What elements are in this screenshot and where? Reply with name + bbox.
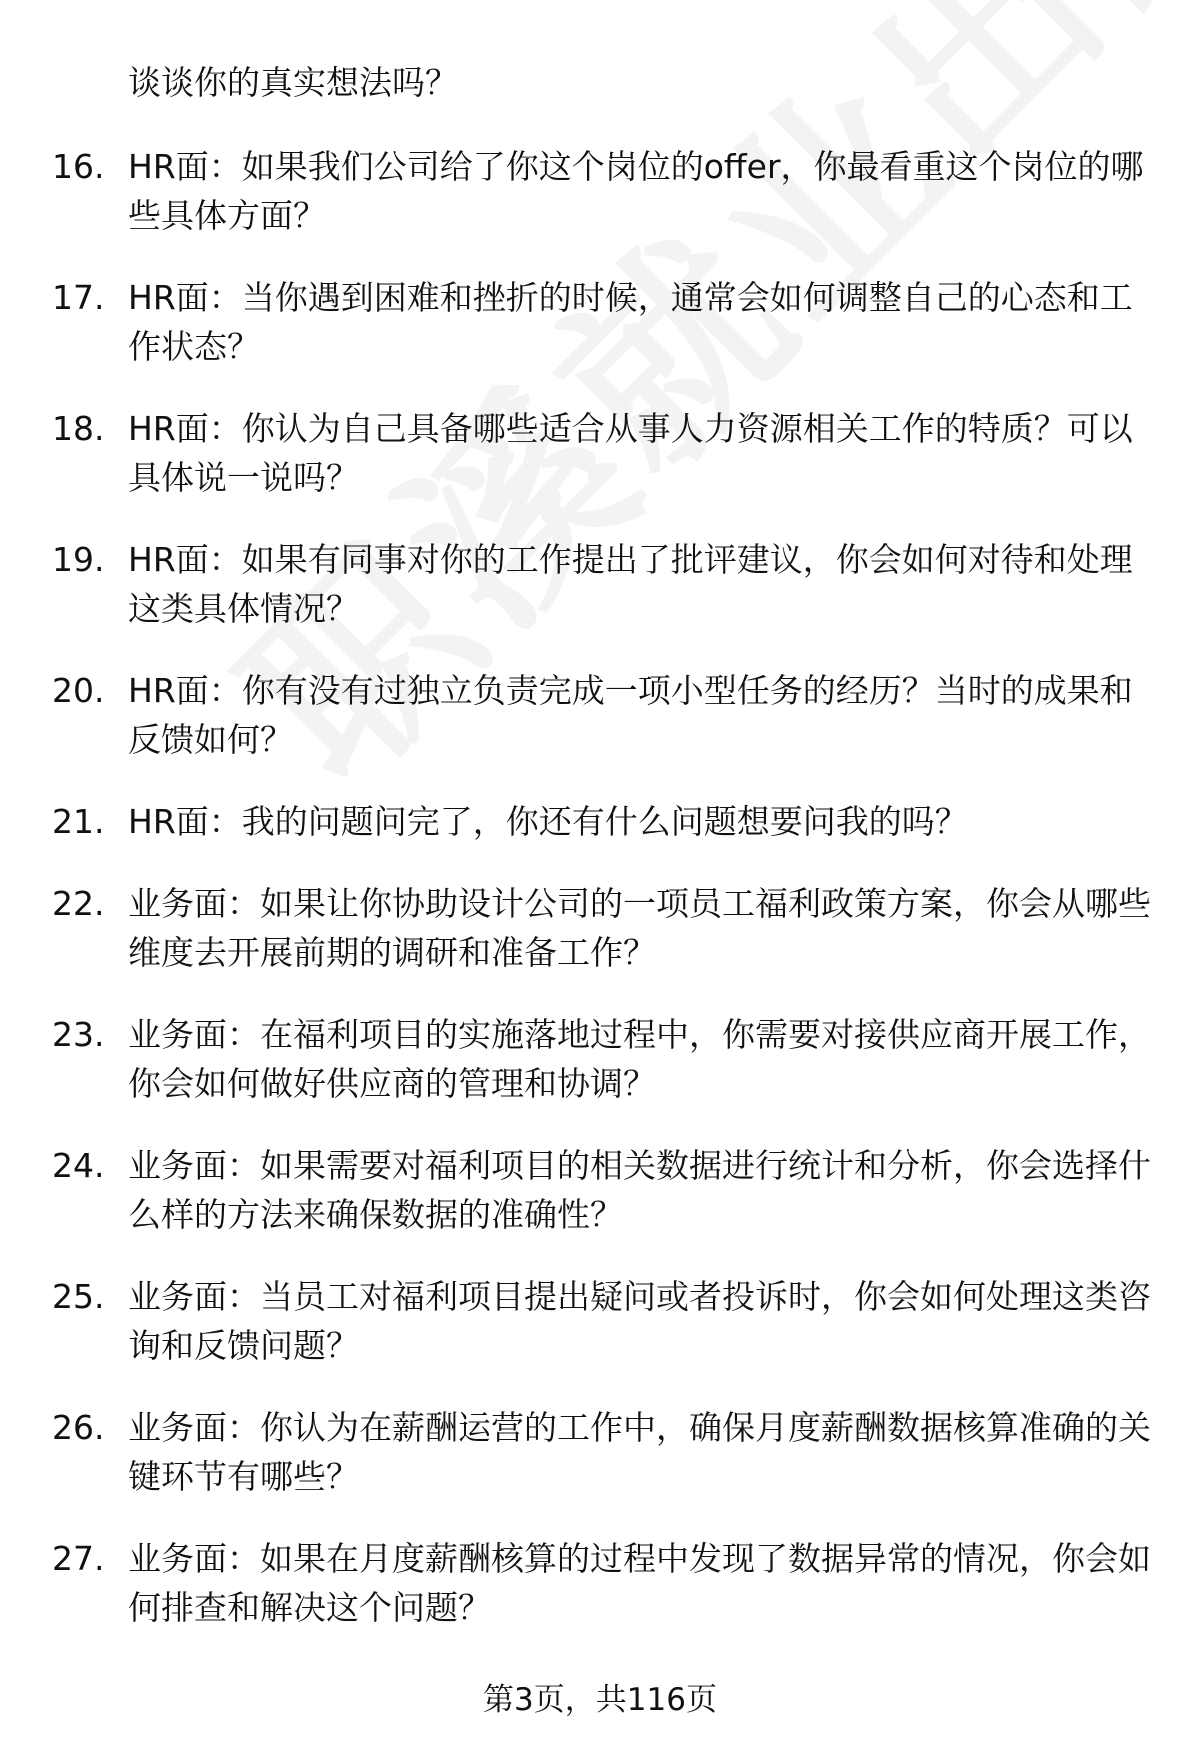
question-number: 22. (52, 884, 105, 923)
question-item-24 (0, 1141, 1200, 1272)
question-item-25 (0, 1272, 1200, 1403)
question-number: 23. (52, 1015, 105, 1054)
question-text: 业务面：你认为在薪酬运营的工作中，确保月度薪酬数据核算准确的关键环节有哪些？ (128, 1408, 1151, 1496)
question-text: 业务面：在福利项目的实施落地过程中，你需要对接供应商开展工作，你会如何做好供应商的管理和协调？ (128, 1015, 1151, 1103)
question-number: 19. (52, 540, 105, 579)
question-number: 18. (52, 409, 105, 448)
question-text: 业务面：如果需要对福利项目的相关数据进行统计和分析，你会选择什么样的方法来确保数据的准确性？ (128, 1146, 1151, 1234)
continuation-text: 谈谈你的真实想法吗？ (128, 63, 458, 102)
question-text: HR面：我的问题问完了，你还有什么问题想要问我的吗？ (128, 802, 968, 841)
question-number: 26. (52, 1408, 105, 1447)
question-text: HR面：如果我们公司给了你这个岗位的offer，你最看重这个岗位的哪些具体方面？ (128, 147, 1144, 235)
question-item-23 (0, 1010, 1200, 1141)
question-number: 24. (52, 1146, 105, 1185)
question-number: 20. (52, 671, 105, 710)
question-number: 25. (52, 1277, 105, 1316)
question-item-27 (0, 1534, 1200, 1665)
question-text: 业务面：当员工对福利项目提出疑问或者投诉时，你会如何处理这类咨询和反馈问题？ (128, 1277, 1151, 1365)
question-list (0, 142, 1200, 1665)
question-item-21 (0, 797, 1200, 879)
question-item-20 (0, 666, 1200, 797)
question-number: 21. (52, 802, 105, 841)
question-item-16 (0, 142, 1200, 273)
question-number: 17. (52, 278, 105, 317)
question-item-18 (0, 404, 1200, 535)
question-text: 业务面：如果在月度薪酬核算的过程中发现了数据异常的情况，你会如何排查和解决这个问题？ (128, 1539, 1151, 1627)
question-text: HR面：你有没有过独立负责完成一项小型任务的经历？当时的成果和反馈如何？ (128, 671, 1133, 759)
question-text: HR面：如果有同事对你的工作提出了批评建议，你会如何对待和处理这类具体情况？ (128, 540, 1133, 628)
question-item-17 (0, 273, 1200, 404)
question-item-26 (0, 1403, 1200, 1534)
question-number: 16. (52, 147, 105, 186)
question-text: 业务面：如果让你协助设计公司的一项员工福利政策方案，你会从哪些维度去开展前期的调研和准备工作？ (128, 884, 1151, 972)
question-item-19 (0, 535, 1200, 666)
question-text: HR面：当你遇到困难和挫折的时候，通常会如何调整自己的心态和工作状态？ (128, 278, 1133, 366)
question-item-22 (0, 879, 1200, 1010)
question-text: HR面：你认为自己具备哪些适合从事人力资源相关工作的特质？可以具体说一说吗？ (128, 409, 1133, 497)
question-number: 27. (52, 1539, 105, 1578)
page-footer: 第3页，共116页 (483, 1682, 717, 1718)
